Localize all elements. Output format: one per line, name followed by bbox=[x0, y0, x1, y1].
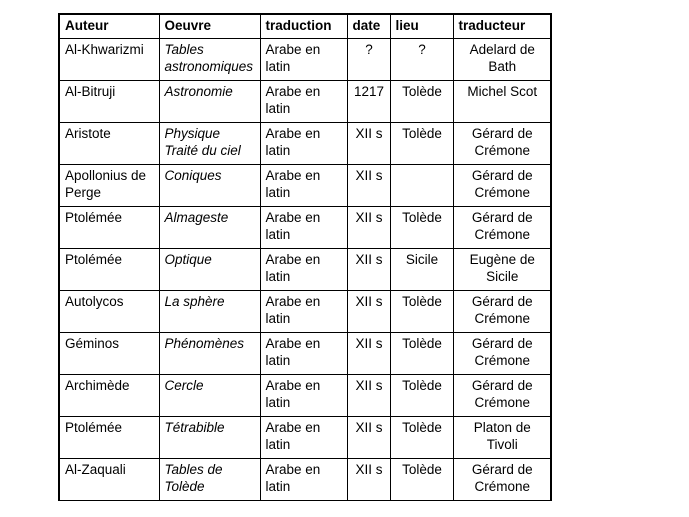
cell-traduction-line: latin bbox=[265, 353, 291, 368]
cell-date: XII s bbox=[347, 459, 390, 501]
cell-traducteur bbox=[453, 207, 551, 249]
cell-traduction bbox=[260, 165, 347, 207]
cell-oeuvre bbox=[159, 165, 260, 207]
cell-lieu: Tolède bbox=[390, 291, 453, 333]
header-lieu: lieu bbox=[390, 14, 453, 39]
cell-date: ? bbox=[347, 39, 390, 81]
cell-oeuvre bbox=[159, 375, 260, 417]
translations-table-container bbox=[58, 13, 552, 501]
cell-oeuvre bbox=[159, 459, 260, 501]
table-row bbox=[59, 249, 551, 291]
table-row bbox=[59, 291, 551, 333]
cell-traducteur-line: Bath bbox=[488, 59, 517, 74]
cell-traduction-line: Arabe en bbox=[265, 462, 321, 477]
cell-traducteur-line: Platon de bbox=[473, 420, 531, 435]
cell-traducteur-line: Crémone bbox=[474, 395, 531, 410]
cell-oeuvre bbox=[159, 207, 260, 249]
cell-oeuvre-line: astronomiques bbox=[164, 59, 254, 74]
cell-traducteur-line: Crémone bbox=[474, 353, 531, 368]
cell-date: XII s bbox=[347, 249, 390, 291]
table-body bbox=[59, 39, 551, 501]
cell-auteur: Apollonius de Perge bbox=[59, 165, 159, 207]
cell-traduction bbox=[260, 417, 347, 459]
cell-date: XII s bbox=[347, 375, 390, 417]
cell-traducteur-line: Crémone bbox=[474, 227, 531, 242]
cell-oeuvre-line: Physique bbox=[164, 126, 221, 141]
cell-traducteur-line: Crémone bbox=[474, 479, 531, 494]
cell-traduction-line: latin bbox=[265, 311, 291, 326]
cell-oeuvre bbox=[159, 249, 260, 291]
cell-lieu: Tolède bbox=[390, 123, 453, 165]
header-oeuvre: Oeuvre bbox=[159, 14, 260, 39]
cell-traduction bbox=[260, 333, 347, 375]
table-row bbox=[59, 165, 551, 207]
cell-traducteur-line: Gérard de bbox=[471, 168, 533, 183]
cell-oeuvre-line: Tolède bbox=[164, 479, 205, 494]
cell-auteur: Ptolémée bbox=[59, 249, 159, 291]
cell-oeuvre bbox=[159, 81, 260, 123]
cell-lieu: Tolède bbox=[390, 417, 453, 459]
cell-oeuvre-line: Astronomie bbox=[164, 84, 233, 99]
cell-oeuvre bbox=[159, 417, 260, 459]
cell-traducteur bbox=[453, 459, 551, 501]
cell-date: XII s bbox=[347, 417, 390, 459]
cell-traduction bbox=[260, 81, 347, 123]
cell-date: 1217 bbox=[347, 81, 390, 123]
cell-traduction-line: latin bbox=[265, 143, 291, 158]
cell-traducteur-line: Gérard de bbox=[471, 336, 533, 351]
table-row bbox=[59, 417, 551, 459]
cell-oeuvre-line: Tables bbox=[164, 42, 204, 57]
cell-traducteur bbox=[453, 39, 551, 81]
cell-lieu: ? bbox=[390, 39, 453, 81]
cell-traducteur-line: Gérard de bbox=[471, 378, 533, 393]
cell-traducteur bbox=[453, 291, 551, 333]
cell-traducteur bbox=[453, 375, 551, 417]
cell-lieu: Tolède bbox=[390, 459, 453, 501]
cell-traduction-line: Arabe en bbox=[265, 42, 321, 57]
cell-oeuvre-line: Coniques bbox=[164, 168, 222, 183]
cell-oeuvre-line: Traité du ciel bbox=[164, 143, 241, 158]
cell-traduction bbox=[260, 39, 347, 81]
cell-traduction bbox=[260, 123, 347, 165]
cell-auteur: Archimède bbox=[59, 375, 159, 417]
cell-traduction-line: latin bbox=[265, 185, 291, 200]
cell-oeuvre-line: Cercle bbox=[164, 378, 204, 393]
cell-traducteur bbox=[453, 249, 551, 291]
cell-date: XII s bbox=[347, 123, 390, 165]
translations-table bbox=[58, 13, 552, 501]
header-traducteur: traducteur bbox=[453, 14, 551, 39]
cell-oeuvre bbox=[159, 333, 260, 375]
cell-oeuvre-line: Tétrabible bbox=[164, 420, 225, 435]
cell-traducteur-line: Gérard de bbox=[471, 126, 533, 141]
cell-traducteur-line: Michel Scot bbox=[467, 84, 538, 99]
cell-traduction-line: latin bbox=[265, 59, 291, 74]
cell-traduction-line: latin bbox=[265, 437, 291, 452]
cell-oeuvre-line: Tables de bbox=[164, 462, 223, 477]
cell-traducteur-line: Gérard de bbox=[471, 294, 533, 309]
cell-oeuvre-line: Optique bbox=[164, 252, 212, 267]
header-auteur: Auteur bbox=[59, 14, 159, 39]
table-row bbox=[59, 207, 551, 249]
cell-traducteur-line: Crémone bbox=[474, 311, 531, 326]
cell-traducteur bbox=[453, 333, 551, 375]
table-row bbox=[59, 81, 551, 123]
header-traduction: traduction bbox=[260, 14, 347, 39]
cell-oeuvre-line: Almageste bbox=[164, 210, 229, 225]
cell-lieu: Tolède bbox=[390, 375, 453, 417]
cell-traduction-line: latin bbox=[265, 101, 291, 116]
table-row bbox=[59, 459, 551, 501]
cell-oeuvre bbox=[159, 123, 260, 165]
cell-traduction-line: Arabe en bbox=[265, 126, 321, 141]
cell-traducteur-line: Crémone bbox=[474, 185, 531, 200]
cell-traducteur bbox=[453, 417, 551, 459]
cell-traduction bbox=[260, 375, 347, 417]
table-row bbox=[59, 333, 551, 375]
cell-traduction-line: Arabe en bbox=[265, 420, 321, 435]
table-row bbox=[59, 123, 551, 165]
cell-traduction-line: latin bbox=[265, 395, 291, 410]
cell-traducteur bbox=[453, 165, 551, 207]
cell-oeuvre-line: La sphère bbox=[164, 294, 225, 309]
cell-traduction-line: latin bbox=[265, 479, 291, 494]
table-row bbox=[59, 39, 551, 81]
cell-traduction-line: Arabe en bbox=[265, 294, 321, 309]
cell-lieu bbox=[390, 165, 453, 207]
cell-traduction bbox=[260, 207, 347, 249]
cell-traduction-line: Arabe en bbox=[265, 378, 321, 393]
cell-traduction-line: Arabe en bbox=[265, 336, 321, 351]
cell-traducteur-line: Sicile bbox=[486, 269, 519, 284]
cell-traduction bbox=[260, 249, 347, 291]
cell-traducteur-line: Gérard de bbox=[471, 462, 533, 477]
cell-traduction bbox=[260, 291, 347, 333]
cell-traduction-line: Arabe en bbox=[265, 84, 321, 99]
cell-auteur: Ptolémée bbox=[59, 207, 159, 249]
cell-date: XII s bbox=[347, 333, 390, 375]
cell-traducteur-line: Tivoli bbox=[486, 437, 518, 452]
cell-oeuvre-line: Phénomènes bbox=[164, 336, 245, 351]
cell-lieu: Sicile bbox=[390, 249, 453, 291]
cell-date: XII s bbox=[347, 165, 390, 207]
cell-oeuvre bbox=[159, 291, 260, 333]
cell-lieu: Tolède bbox=[390, 207, 453, 249]
cell-traduction bbox=[260, 459, 347, 501]
cell-auteur: Géminos bbox=[59, 333, 159, 375]
cell-traducteur-line: Eugène de bbox=[469, 252, 535, 267]
header-date: date bbox=[347, 14, 390, 39]
cell-traducteur-line: Crémone bbox=[474, 143, 531, 158]
cell-traducteur bbox=[453, 123, 551, 165]
cell-traduction-line: Arabe en bbox=[265, 168, 321, 183]
cell-traducteur-line: Gérard de bbox=[471, 210, 533, 225]
table-row bbox=[59, 375, 551, 417]
cell-oeuvre bbox=[159, 39, 260, 81]
cell-traducteur-line: Adelard de bbox=[469, 42, 535, 57]
header-row bbox=[59, 14, 551, 39]
cell-traduction-line: latin bbox=[265, 227, 291, 242]
cell-auteur: Autolycos bbox=[59, 291, 159, 333]
cell-traduction-line: latin bbox=[265, 269, 291, 284]
cell-auteur: Al-Bitruji bbox=[59, 81, 159, 123]
cell-auteur: Ptolémée bbox=[59, 417, 159, 459]
cell-traduction-line: Arabe en bbox=[265, 252, 321, 267]
cell-traducteur bbox=[453, 81, 551, 123]
cell-traduction-line: Arabe en bbox=[265, 210, 321, 225]
cell-auteur: Aristote bbox=[59, 123, 159, 165]
cell-lieu: Tolède bbox=[390, 81, 453, 123]
cell-lieu: Tolède bbox=[390, 333, 453, 375]
cell-auteur: Al-Khwarizmi bbox=[59, 39, 159, 81]
cell-auteur: Al-Zaquali bbox=[59, 459, 159, 501]
cell-date: XII s bbox=[347, 291, 390, 333]
cell-date: XII s bbox=[347, 207, 390, 249]
